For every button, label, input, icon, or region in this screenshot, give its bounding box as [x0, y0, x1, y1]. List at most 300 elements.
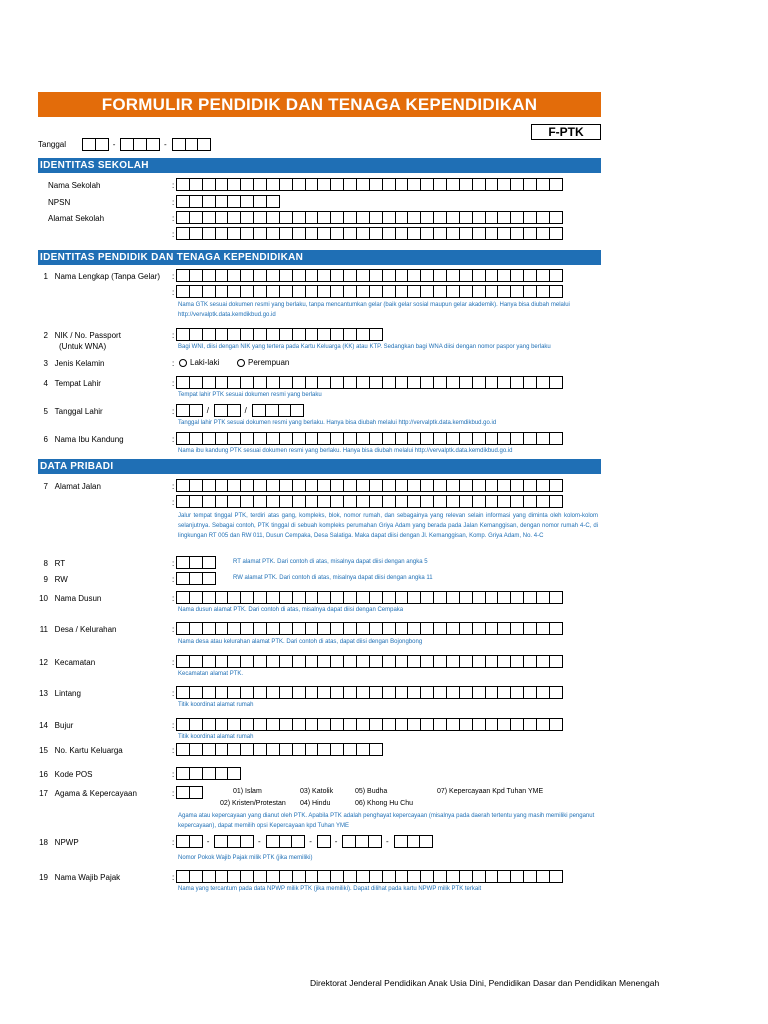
- char-box[interactable]: [395, 432, 409, 445]
- tgl-lahir-year[interactable]: [252, 404, 303, 417]
- char-box[interactable]: [176, 285, 190, 298]
- char-box[interactable]: [420, 655, 434, 668]
- char-box[interactable]: [305, 269, 319, 282]
- char-box[interactable]: [176, 227, 190, 240]
- char-box[interactable]: [176, 211, 190, 224]
- char-box[interactable]: [253, 686, 267, 699]
- char-box[interactable]: [459, 178, 473, 191]
- char-box[interactable]: [189, 285, 203, 298]
- char-box[interactable]: [253, 285, 267, 298]
- char-box[interactable]: [215, 767, 229, 780]
- char-box[interactable]: [407, 211, 421, 224]
- char-box[interactable]: [497, 622, 511, 635]
- ibu-kandung-input[interactable]: [176, 432, 562, 445]
- char-box[interactable]: [227, 432, 241, 445]
- nama-dusun-input[interactable]: [176, 591, 562, 604]
- char-box[interactable]: [189, 404, 203, 417]
- char-box[interactable]: [189, 195, 203, 208]
- char-box[interactable]: [291, 835, 305, 848]
- char-box[interactable]: [382, 622, 396, 635]
- char-box[interactable]: [523, 376, 537, 389]
- char-box[interactable]: [356, 686, 370, 699]
- char-box[interactable]: [472, 376, 486, 389]
- char-box[interactable]: [215, 227, 229, 240]
- char-box[interactable]: [510, 718, 524, 731]
- char-box[interactable]: [202, 622, 216, 635]
- char-box[interactable]: [523, 591, 537, 604]
- char-box[interactable]: [176, 835, 190, 848]
- char-box[interactable]: [189, 376, 203, 389]
- char-box[interactable]: [433, 178, 447, 191]
- char-box[interactable]: [549, 479, 563, 492]
- char-box[interactable]: [420, 870, 434, 883]
- char-box[interactable]: [214, 835, 228, 848]
- char-box[interactable]: [240, 686, 254, 699]
- char-box[interactable]: [420, 285, 434, 298]
- char-box[interactable]: [266, 211, 280, 224]
- char-box[interactable]: [305, 743, 319, 756]
- char-box[interactable]: [189, 591, 203, 604]
- char-box[interactable]: [536, 591, 550, 604]
- char-box[interactable]: [485, 285, 499, 298]
- char-box[interactable]: [252, 404, 266, 417]
- char-box[interactable]: [227, 211, 241, 224]
- char-box[interactable]: [330, 655, 344, 668]
- char-box[interactable]: [459, 227, 473, 240]
- char-box[interactable]: [227, 870, 241, 883]
- char-box[interactable]: [420, 495, 434, 508]
- char-box[interactable]: [343, 285, 357, 298]
- char-box[interactable]: [240, 285, 254, 298]
- char-box[interactable]: [279, 718, 293, 731]
- char-box[interactable]: [279, 211, 293, 224]
- char-box[interactable]: [279, 328, 293, 341]
- char-box[interactable]: [369, 686, 383, 699]
- char-box[interactable]: [446, 376, 460, 389]
- char-box[interactable]: [176, 479, 190, 492]
- char-box[interactable]: [446, 211, 460, 224]
- char-box[interactable]: [523, 870, 537, 883]
- char-box[interactable]: [536, 178, 550, 191]
- char-box[interactable]: [523, 285, 537, 298]
- char-box[interactable]: [176, 376, 190, 389]
- kecamatan-input[interactable]: [176, 655, 562, 668]
- char-box[interactable]: [497, 269, 511, 282]
- char-box[interactable]: [330, 870, 344, 883]
- char-box[interactable]: [317, 328, 331, 341]
- char-box[interactable]: [305, 211, 319, 224]
- char-box[interactable]: [266, 328, 280, 341]
- char-box[interactable]: [227, 269, 241, 282]
- tempat-lahir-input[interactable]: [176, 376, 562, 389]
- char-box[interactable]: [266, 686, 280, 699]
- char-box[interactable]: [382, 227, 396, 240]
- char-box[interactable]: [497, 591, 511, 604]
- char-box[interactable]: [176, 591, 190, 604]
- char-box[interactable]: [356, 591, 370, 604]
- char-box[interactable]: [407, 835, 421, 848]
- char-box[interactable]: [253, 655, 267, 668]
- char-box[interactable]: [202, 328, 216, 341]
- rw-input[interactable]: [176, 572, 215, 585]
- char-box[interactable]: [227, 686, 241, 699]
- char-box[interactable]: [446, 269, 460, 282]
- char-box[interactable]: [510, 495, 524, 508]
- char-box[interactable]: [356, 432, 370, 445]
- char-box[interactable]: [523, 227, 537, 240]
- char-box[interactable]: [407, 432, 421, 445]
- char-box[interactable]: [497, 178, 511, 191]
- char-box[interactable]: [292, 479, 306, 492]
- char-box[interactable]: [330, 178, 344, 191]
- char-box[interactable]: [549, 269, 563, 282]
- char-box[interactable]: [279, 178, 293, 191]
- char-box[interactable]: [317, 227, 331, 240]
- char-box[interactable]: [549, 686, 563, 699]
- char-box[interactable]: [407, 591, 421, 604]
- char-box[interactable]: [292, 495, 306, 508]
- char-box[interactable]: [433, 870, 447, 883]
- char-box[interactable]: [343, 718, 357, 731]
- char-box[interactable]: [227, 479, 241, 492]
- char-box[interactable]: [472, 655, 486, 668]
- char-box[interactable]: [356, 495, 370, 508]
- char-box[interactable]: [279, 376, 293, 389]
- char-box[interactable]: [317, 835, 331, 848]
- char-box[interactable]: [330, 718, 344, 731]
- char-box[interactable]: [176, 572, 190, 585]
- char-box[interactable]: [510, 591, 524, 604]
- char-box[interactable]: [317, 622, 331, 635]
- char-box[interactable]: [523, 495, 537, 508]
- tgl-lahir-day[interactable]: [176, 404, 202, 417]
- char-box[interactable]: [266, 622, 280, 635]
- char-box[interactable]: [472, 495, 486, 508]
- nama-sekolah-input[interactable]: [176, 178, 562, 191]
- char-box[interactable]: [227, 835, 241, 848]
- char-box[interactable]: [317, 743, 331, 756]
- char-box[interactable]: [343, 328, 357, 341]
- char-box[interactable]: [382, 870, 396, 883]
- npwp-part-2[interactable]: [214, 835, 253, 848]
- char-box[interactable]: [253, 870, 267, 883]
- char-box[interactable]: [395, 285, 409, 298]
- char-box[interactable]: [485, 178, 499, 191]
- bujur-input[interactable]: [176, 718, 562, 731]
- char-box[interactable]: [523, 269, 537, 282]
- char-box[interactable]: [176, 786, 190, 799]
- char-box[interactable]: [202, 269, 216, 282]
- char-box[interactable]: [343, 622, 357, 635]
- char-box[interactable]: [317, 178, 331, 191]
- char-box[interactable]: [176, 767, 190, 780]
- char-box[interactable]: [382, 591, 396, 604]
- char-box[interactable]: [292, 622, 306, 635]
- char-box[interactable]: [227, 655, 241, 668]
- char-box[interactable]: [369, 655, 383, 668]
- char-box[interactable]: [485, 495, 499, 508]
- char-box[interactable]: [407, 269, 421, 282]
- char-box[interactable]: [420, 178, 434, 191]
- char-box[interactable]: [343, 591, 357, 604]
- char-box[interactable]: [292, 285, 306, 298]
- char-box[interactable]: [189, 328, 203, 341]
- char-box[interactable]: [240, 211, 254, 224]
- char-box[interactable]: [253, 591, 267, 604]
- char-box[interactable]: [202, 718, 216, 731]
- char-box[interactable]: [305, 479, 319, 492]
- char-box[interactable]: [356, 655, 370, 668]
- char-box[interactable]: [395, 479, 409, 492]
- char-box[interactable]: [343, 178, 357, 191]
- char-box[interactable]: [446, 227, 460, 240]
- char-box[interactable]: [215, 655, 229, 668]
- char-box[interactable]: [472, 269, 486, 282]
- char-box[interactable]: [215, 432, 229, 445]
- char-box[interactable]: [330, 743, 344, 756]
- char-box[interactable]: [240, 195, 254, 208]
- char-box[interactable]: [279, 655, 293, 668]
- char-box[interactable]: [279, 743, 293, 756]
- char-box[interactable]: [279, 432, 293, 445]
- char-box[interactable]: [176, 195, 190, 208]
- char-box[interactable]: [279, 686, 293, 699]
- char-box[interactable]: [446, 686, 460, 699]
- char-box[interactable]: [523, 718, 537, 731]
- char-box[interactable]: [317, 376, 331, 389]
- char-box[interactable]: [485, 686, 499, 699]
- char-box[interactable]: [395, 591, 409, 604]
- char-box[interactable]: [420, 718, 434, 731]
- char-box[interactable]: [407, 870, 421, 883]
- char-box[interactable]: [369, 432, 383, 445]
- char-box[interactable]: [407, 227, 421, 240]
- char-box[interactable]: [176, 870, 190, 883]
- date-month-boxes[interactable]: [120, 138, 159, 151]
- char-box[interactable]: [215, 622, 229, 635]
- char-box[interactable]: [343, 743, 357, 756]
- char-box[interactable]: [330, 479, 344, 492]
- char-box[interactable]: [266, 835, 280, 848]
- char-box[interactable]: [215, 269, 229, 282]
- char-box[interactable]: [253, 227, 267, 240]
- char-box[interactable]: [305, 622, 319, 635]
- char-box[interactable]: [433, 686, 447, 699]
- radio-laki-laki[interactable]: Laki-laki: [179, 358, 219, 367]
- char-box[interactable]: [536, 686, 550, 699]
- char-box[interactable]: [227, 591, 241, 604]
- char-box[interactable]: [395, 376, 409, 389]
- char-box[interactable]: [292, 870, 306, 883]
- no-kk-input[interactable]: [176, 743, 382, 756]
- char-box[interactable]: [330, 686, 344, 699]
- lintang-input[interactable]: [176, 686, 562, 699]
- char-box[interactable]: [472, 718, 486, 731]
- char-box[interactable]: [472, 285, 486, 298]
- char-box[interactable]: [266, 743, 280, 756]
- char-box[interactable]: [176, 622, 190, 635]
- char-box[interactable]: [305, 285, 319, 298]
- char-box[interactable]: [343, 495, 357, 508]
- char-box[interactable]: [305, 328, 319, 341]
- char-box[interactable]: [536, 376, 550, 389]
- char-box[interactable]: [459, 432, 473, 445]
- char-box[interactable]: [407, 495, 421, 508]
- char-box[interactable]: [176, 495, 190, 508]
- char-box[interactable]: [382, 285, 396, 298]
- char-box[interactable]: [510, 622, 524, 635]
- char-box[interactable]: [369, 227, 383, 240]
- char-box[interactable]: [292, 227, 306, 240]
- char-box[interactable]: [176, 269, 190, 282]
- char-box[interactable]: [485, 211, 499, 224]
- char-box[interactable]: [420, 269, 434, 282]
- char-box[interactable]: [227, 376, 241, 389]
- char-box[interactable]: [240, 269, 254, 282]
- char-box[interactable]: [279, 479, 293, 492]
- char-box[interactable]: [382, 432, 396, 445]
- char-box[interactable]: [420, 622, 434, 635]
- char-box[interactable]: [292, 718, 306, 731]
- char-box[interactable]: [317, 718, 331, 731]
- char-box[interactable]: [459, 622, 473, 635]
- char-box[interactable]: [433, 432, 447, 445]
- char-box[interactable]: [266, 591, 280, 604]
- char-box[interactable]: [227, 328, 241, 341]
- char-box[interactable]: [407, 479, 421, 492]
- char-box[interactable]: [202, 870, 216, 883]
- char-box[interactable]: [176, 432, 190, 445]
- char-box[interactable]: [240, 835, 254, 848]
- char-box[interactable]: [292, 376, 306, 389]
- char-box[interactable]: [266, 495, 280, 508]
- char-box[interactable]: [189, 870, 203, 883]
- char-box[interactable]: [253, 178, 267, 191]
- char-box[interactable]: [240, 178, 254, 191]
- char-box[interactable]: [356, 743, 370, 756]
- char-box[interactable]: [202, 686, 216, 699]
- char-box[interactable]: [215, 591, 229, 604]
- char-box[interactable]: [510, 686, 524, 699]
- char-box[interactable]: [472, 227, 486, 240]
- char-box[interactable]: [536, 718, 550, 731]
- char-box[interactable]: [355, 835, 369, 848]
- char-box[interactable]: [395, 269, 409, 282]
- char-box[interactable]: [459, 376, 473, 389]
- char-box[interactable]: [446, 479, 460, 492]
- char-box[interactable]: [292, 743, 306, 756]
- char-box[interactable]: [549, 591, 563, 604]
- char-box[interactable]: [549, 495, 563, 508]
- char-box[interactable]: [485, 622, 499, 635]
- char-box[interactable]: [395, 622, 409, 635]
- char-box[interactable]: [189, 479, 203, 492]
- char-box[interactable]: [266, 195, 280, 208]
- char-box[interactable]: [317, 870, 331, 883]
- char-box[interactable]: [189, 767, 203, 780]
- char-box[interactable]: [330, 211, 344, 224]
- char-box[interactable]: [420, 686, 434, 699]
- char-box[interactable]: [485, 432, 499, 445]
- char-box[interactable]: [278, 404, 292, 417]
- char-box[interactable]: [189, 622, 203, 635]
- char-box[interactable]: [549, 376, 563, 389]
- char-box[interactable]: [253, 269, 267, 282]
- char-box[interactable]: [419, 835, 433, 848]
- char-box[interactable]: [420, 211, 434, 224]
- char-box[interactable]: [266, 655, 280, 668]
- char-box[interactable]: [459, 655, 473, 668]
- char-box[interactable]: [266, 376, 280, 389]
- char-box[interactable]: [202, 227, 216, 240]
- char-box[interactable]: [446, 495, 460, 508]
- char-box[interactable]: [549, 718, 563, 731]
- char-box[interactable]: [253, 495, 267, 508]
- char-box[interactable]: [433, 495, 447, 508]
- char-box[interactable]: [407, 718, 421, 731]
- char-box[interactable]: [189, 686, 203, 699]
- char-box[interactable]: [497, 686, 511, 699]
- char-box[interactable]: [253, 432, 267, 445]
- char-box[interactable]: [497, 227, 511, 240]
- char-box[interactable]: [369, 591, 383, 604]
- char-box[interactable]: [497, 211, 511, 224]
- char-box[interactable]: [382, 211, 396, 224]
- char-box[interactable]: [292, 178, 306, 191]
- char-box[interactable]: [202, 655, 216, 668]
- char-box[interactable]: [266, 227, 280, 240]
- char-box[interactable]: [266, 432, 280, 445]
- char-box[interactable]: [240, 227, 254, 240]
- char-box[interactable]: [497, 285, 511, 298]
- char-box[interactable]: [172, 138, 186, 151]
- char-box[interactable]: [369, 178, 383, 191]
- char-box[interactable]: [279, 269, 293, 282]
- char-box[interactable]: [369, 495, 383, 508]
- char-box[interactable]: [253, 622, 267, 635]
- char-box[interactable]: [549, 432, 563, 445]
- char-box[interactable]: [459, 495, 473, 508]
- alamat-sekolah-input-2[interactable]: [176, 227, 562, 240]
- char-box[interactable]: [330, 591, 344, 604]
- char-box[interactable]: [356, 479, 370, 492]
- char-box[interactable]: [459, 269, 473, 282]
- char-box[interactable]: [292, 686, 306, 699]
- char-box[interactable]: [549, 178, 563, 191]
- char-box[interactable]: [395, 655, 409, 668]
- char-box[interactable]: [472, 622, 486, 635]
- char-box[interactable]: [202, 432, 216, 445]
- char-box[interactable]: [266, 285, 280, 298]
- char-box[interactable]: [395, 178, 409, 191]
- char-box[interactable]: [497, 376, 511, 389]
- char-box[interactable]: [240, 870, 254, 883]
- char-box[interactable]: [176, 328, 190, 341]
- char-box[interactable]: [395, 686, 409, 699]
- char-box[interactable]: [497, 655, 511, 668]
- char-box[interactable]: [240, 432, 254, 445]
- char-box[interactable]: [510, 269, 524, 282]
- char-box[interactable]: [189, 495, 203, 508]
- nama-lengkap-input-1[interactable]: [176, 269, 562, 282]
- char-box[interactable]: [292, 591, 306, 604]
- char-box[interactable]: [189, 178, 203, 191]
- char-box[interactable]: [240, 479, 254, 492]
- char-box[interactable]: [240, 328, 254, 341]
- char-box[interactable]: [240, 718, 254, 731]
- char-box[interactable]: [176, 556, 190, 569]
- char-box[interactable]: [446, 432, 460, 445]
